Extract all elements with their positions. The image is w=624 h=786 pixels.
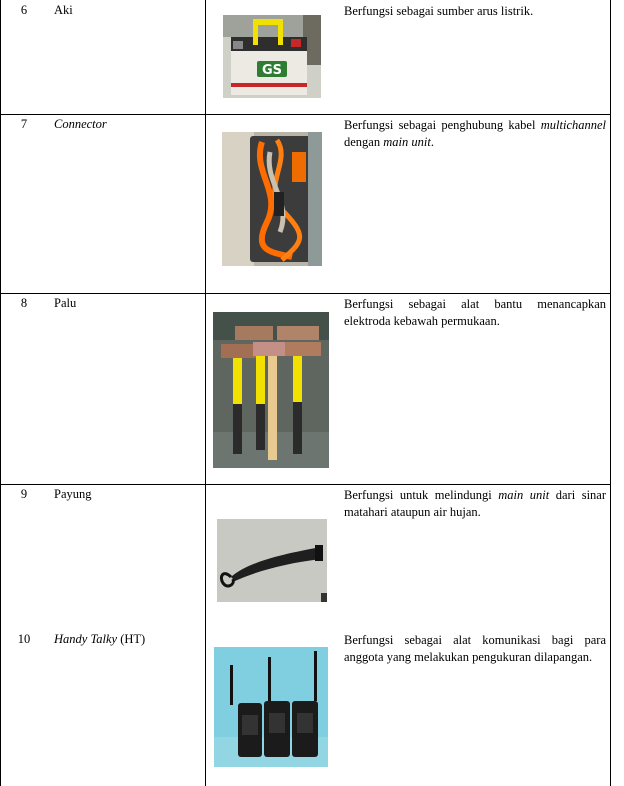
description-italic: multichannel [540, 118, 607, 132]
description-italic: main unit [498, 488, 550, 502]
item-name: Aki [54, 3, 73, 17]
row-number: 10 [17, 632, 31, 646]
column-divider-image [205, 0, 206, 786]
description-text: Berfungsi sebagai penghubung kabel [344, 118, 536, 132]
description-italic: main unit [383, 135, 431, 149]
table-border-right [610, 0, 611, 786]
row-divider [0, 484, 611, 485]
description-text: . [430, 135, 434, 149]
description-text: Berfungsi untuk melindungi [344, 488, 499, 502]
item-name-suffix: (HT) [117, 632, 146, 646]
hammers-photo [213, 312, 329, 468]
item-description [344, 487, 606, 521]
item-description [344, 117, 606, 151]
row-divider [0, 293, 611, 294]
row-number: 9 [20, 487, 28, 501]
item-description: Berfungsi sebagai alat komunikasi bagi para anggota yang melakukan pengukuran dilapangan. [344, 633, 606, 664]
description-text: dengan [344, 135, 384, 149]
cable-connector-photo [222, 132, 322, 266]
item-name: Connector [54, 117, 107, 131]
battery-brand-label: GS [261, 63, 283, 78]
item-description: Berfungsi sebagai sumber arus listrik. [344, 4, 534, 18]
item-name-italic: Handy Talky [54, 632, 118, 646]
item-name [54, 632, 145, 647]
car-battery-photo [223, 15, 321, 98]
handy-talky-photo [214, 647, 328, 767]
row-number: 6 [20, 3, 28, 17]
item-name: Palu [54, 296, 77, 310]
row-divider [0, 114, 611, 115]
umbrella-photo [217, 519, 327, 602]
row-number: 7 [20, 117, 28, 131]
item-description: Berfungsi sebagai alat bantu menancapkan elektroda kebawah permukaan. [344, 297, 606, 328]
row-number: 8 [20, 296, 28, 310]
description-text: dari sinar matahari ataupun air hujan. [344, 488, 606, 519]
item-name: Payung [54, 487, 92, 501]
